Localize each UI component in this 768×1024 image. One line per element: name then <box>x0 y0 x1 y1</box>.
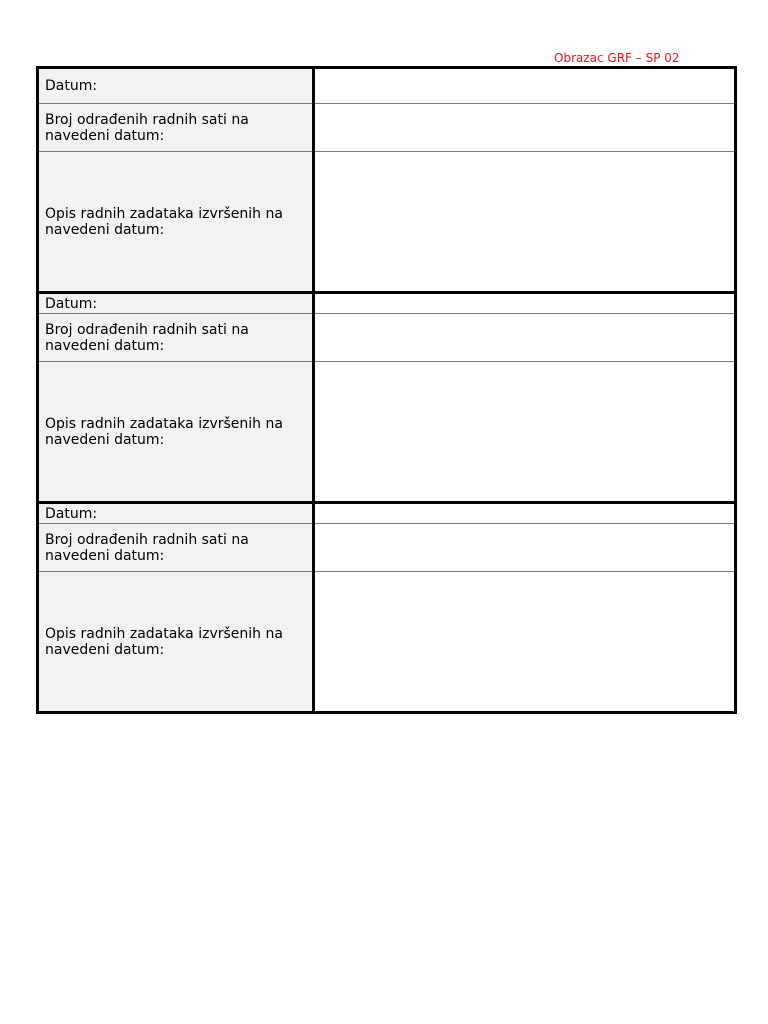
entry-2-date-row <box>38 293 736 314</box>
entry-2-tasks-row <box>38 362 736 503</box>
date-field[interactable] <box>314 68 736 104</box>
entry-1-hours-row <box>38 104 736 152</box>
hours-label: Broj odrađenih radnih sati na navedeni datum: <box>38 104 314 152</box>
entry-2-hours-row <box>38 314 736 362</box>
tasks-label: Opis radnih zadataka izvršenih na navedeni datum: <box>38 572 314 713</box>
date-label: Datum: <box>38 293 314 314</box>
entry-1-date-row <box>38 68 736 104</box>
hours-label: Broj odrađenih radnih sati na navedeni datum: <box>38 524 314 572</box>
hours-field[interactable] <box>314 524 736 572</box>
date-label: Datum: <box>38 68 314 104</box>
entry-3-tasks-row <box>38 572 736 713</box>
tasks-field[interactable] <box>314 572 736 713</box>
date-label: Datum: <box>38 503 314 524</box>
entry-3-date-row <box>38 503 736 524</box>
tasks-field[interactable] <box>314 362 736 503</box>
entry-3-hours-row <box>38 524 736 572</box>
work-log-table <box>36 66 737 714</box>
hours-field[interactable] <box>314 104 736 152</box>
hours-label: Broj odrađenih radnih sati na navedeni datum: <box>38 314 314 362</box>
hours-field[interactable] <box>314 314 736 362</box>
tasks-label: Opis radnih zadataka izvršenih na navedeni datum: <box>38 362 314 503</box>
tasks-field[interactable] <box>314 152 736 293</box>
date-field[interactable] <box>314 503 736 524</box>
tasks-label: Opis radnih zadataka izvršenih na navedeni datum: <box>38 152 314 293</box>
form-code: Obrazac GRF – SP 02 <box>554 51 680 65</box>
date-field[interactable] <box>314 293 736 314</box>
entry-1-tasks-row <box>38 152 736 293</box>
